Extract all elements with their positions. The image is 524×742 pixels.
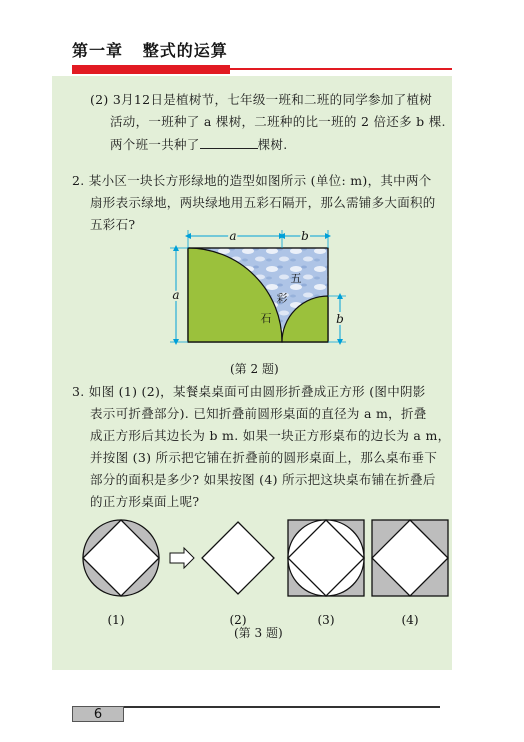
problem-1-part2-line3-before: 两个班一共种了 xyxy=(110,137,200,152)
figure-2-label: (2) xyxy=(229,613,247,627)
problem-3-line6: 的正方形桌面上呢? xyxy=(90,494,200,509)
page-number: 6 xyxy=(72,706,124,722)
exercise-panel xyxy=(52,76,452,670)
figure-3-label: (3) xyxy=(317,613,335,627)
problem-1-part2-line3 xyxy=(110,136,287,153)
dim-label-b-top: b xyxy=(301,229,309,243)
figure-4-label: (4) xyxy=(401,613,419,627)
stone-label-shi: 石 xyxy=(260,312,272,325)
stone-label-cai: 彩 xyxy=(276,292,288,305)
problem-3-line5: 部分的面积是多少? 如果按图 (4) 所示把这块桌布铺在折叠后 xyxy=(90,472,436,487)
answer-blank xyxy=(200,136,258,149)
figure-3-cloth-on-round-table xyxy=(288,520,364,596)
figure-2-square-table xyxy=(202,522,274,594)
problem-1-part2-line1: (2) 3月12日是植树节，七年级一班和二班的同学参加了植树 xyxy=(90,92,433,107)
problem-2-caption: (第 2 题) xyxy=(230,362,279,376)
figure-1-round-table xyxy=(83,520,159,596)
figure-1-label: (1) xyxy=(107,613,125,627)
fold-arrow-icon xyxy=(170,548,194,568)
problem-3-line3: 成正方形后其边长为 b m. 如果一块正方形桌布的边长为 a m， xyxy=(90,428,451,443)
problem-2-line1: 2. 某小区一块长方形绿地的造型如图所示 (单位: m)，其中两个 xyxy=(72,173,432,188)
problem-3-line2: 表示可折叠部分). 已知折叠前圆形桌面的直径为 a m，折叠 xyxy=(90,406,427,421)
dim-label-a-top: a xyxy=(229,229,237,243)
problem-2-line2: 扇形表示绿地，两块绿地用五彩石隔开，那么需铺多大面积的 xyxy=(90,195,436,210)
dim-label-a-left: a xyxy=(172,288,180,302)
footer-rule xyxy=(124,706,440,708)
problem-3-line1: 3. 如图 (1) (2)，某餐桌桌面可由圆形折叠成正方形 (图中阴影 xyxy=(72,384,426,399)
figure-4-cloth-on-square-table xyxy=(372,520,448,596)
stone-label-wu: 五 xyxy=(290,272,302,285)
problem-3-caption: (第 3 题) xyxy=(234,626,283,640)
header-accent-bar xyxy=(72,65,230,74)
problem-1-part2-line3-after: 棵树. xyxy=(257,137,288,152)
problem-2-line3: 五彩石? xyxy=(90,217,136,232)
problem-3-line4: 并按图 (3) 所示把它铺在折叠前的圆形桌面上，那么桌布垂下 xyxy=(90,450,438,465)
dim-label-b-right: b xyxy=(336,312,344,326)
problem-1-part2-line2: 活动，一班种了 a 棵树，二班种的比一班的 2 倍还多 b 棵. xyxy=(110,114,446,129)
table-figures xyxy=(66,508,452,638)
chapter-title: 第一章 整式的运算 xyxy=(72,41,228,60)
lawn-figure xyxy=(170,228,370,358)
